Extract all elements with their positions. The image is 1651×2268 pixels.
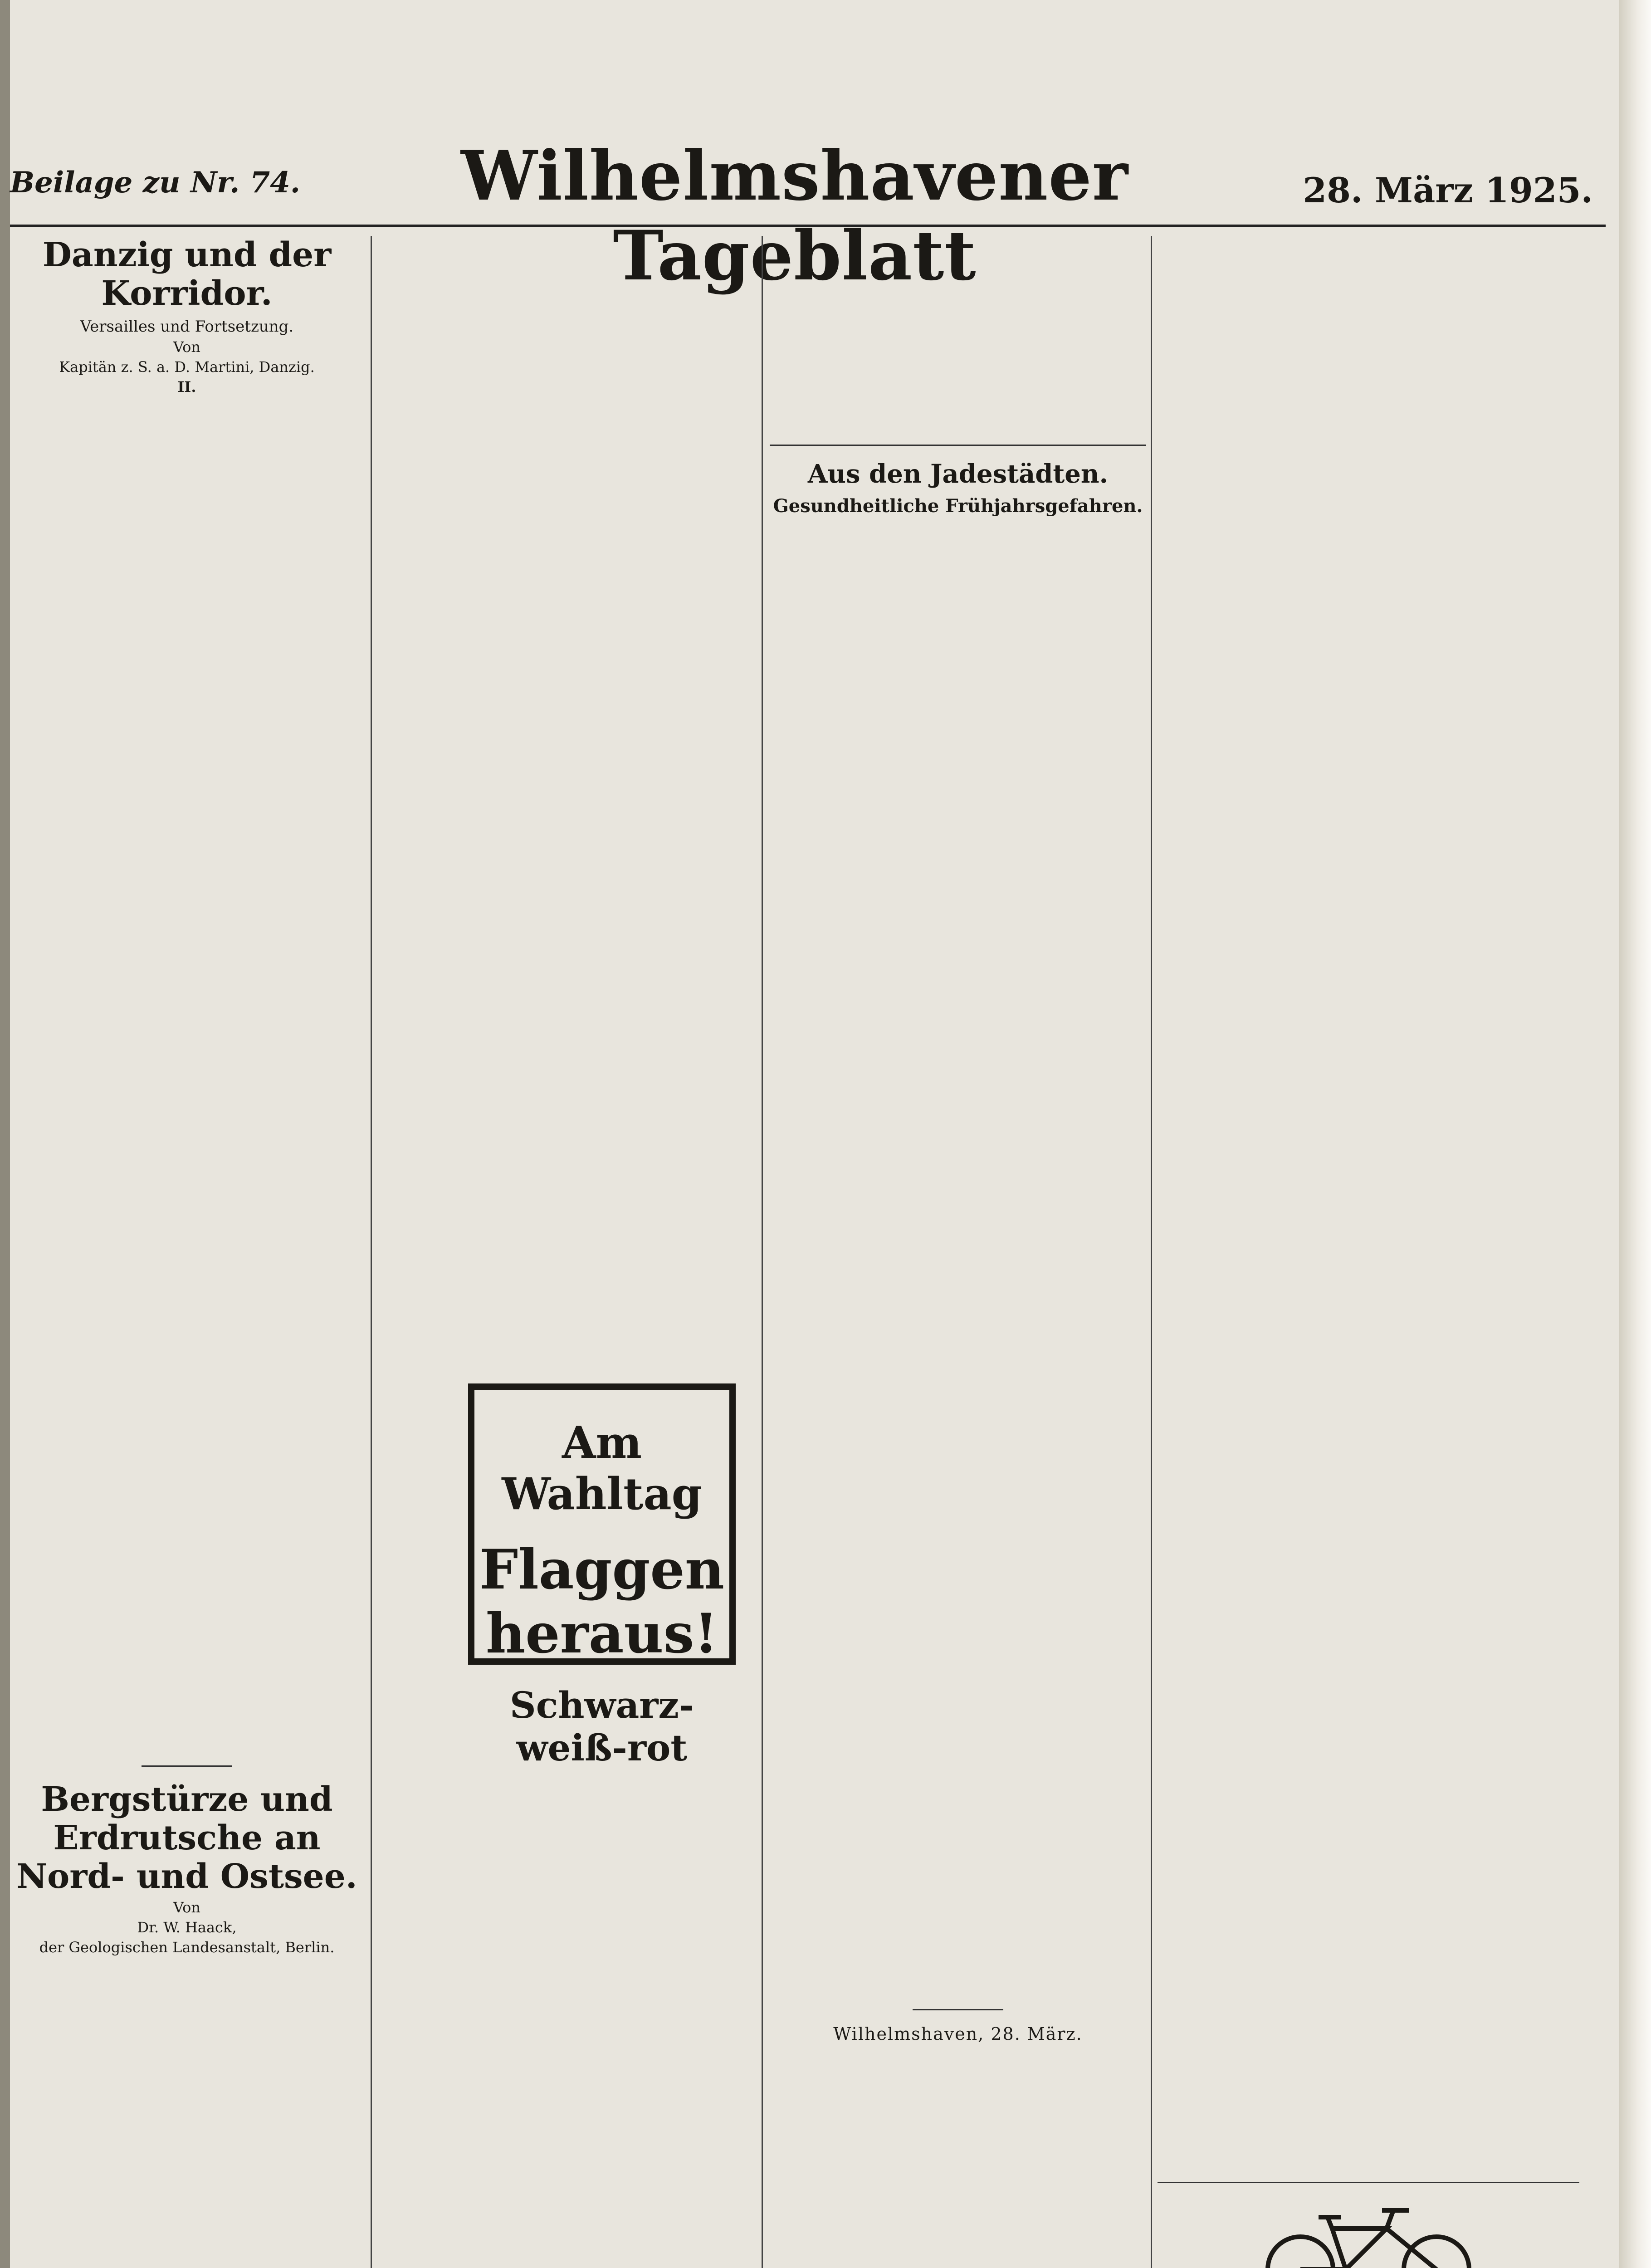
- article-author: Kapitän z. S. a. D. Martini, Danzig.: [59, 358, 315, 376]
- author-affiliation: der Geologischen Landesanstalt, Berlin.: [39, 1939, 335, 1956]
- article-author: Dr. W. Haack,: [137, 1919, 237, 1936]
- election-day-notice: [468, 1383, 736, 1769]
- column-1: [10, 236, 364, 1956]
- newspaper-page: [10, 0, 1619, 2268]
- column-rule: [371, 236, 372, 2268]
- article-divider: [913, 2009, 1003, 2010]
- local-dateline: Wilhelmshaven, 28. März.: [833, 2024, 1083, 2044]
- article-subhead: Versailles und Fortsetzung.: [80, 318, 294, 336]
- column-3: [770, 236, 1146, 2058]
- bicycle-icon: [1250, 2197, 1486, 2268]
- article-headline: Danzig und der Korridor.: [42, 235, 332, 313]
- notice-line: Am Wahltag: [502, 1417, 702, 1520]
- issue-date: 28. März 1925.: [1303, 170, 1593, 210]
- byline-von: Von: [173, 1899, 201, 1916]
- article-divider: [142, 1765, 232, 1767]
- ad-rule: [1158, 2182, 1579, 2183]
- notice-line: Schwarz-weiß-rot: [509, 1684, 694, 1769]
- notice-line: Flaggen heraus!: [479, 1538, 724, 1666]
- byline-von: Von: [173, 338, 201, 356]
- newspaper-title: Wilhelmshavener Tageblatt: [461, 136, 1128, 296]
- column-rule: [1151, 236, 1152, 2268]
- article-headline: Bergstürze und Erdrutsche an Nord- und Ostsee.: [16, 1780, 357, 1897]
- article-part: II.: [177, 378, 196, 396]
- article-headline: Gesundheitliche Frühjahrsgefahren.: [773, 495, 1143, 517]
- section-rule: [770, 445, 1146, 446]
- masthead-rule: [10, 225, 1606, 227]
- page-edge-left: [0, 0, 10, 2268]
- brennabor-advertisement: [1158, 2182, 1579, 2268]
- column-rule: [762, 236, 763, 2268]
- binding-edge: [1619, 0, 1651, 2268]
- section-heading: Aus den Jadestädten.: [807, 459, 1109, 489]
- supplement-label: Beilage zu Nr. 74.: [10, 166, 301, 200]
